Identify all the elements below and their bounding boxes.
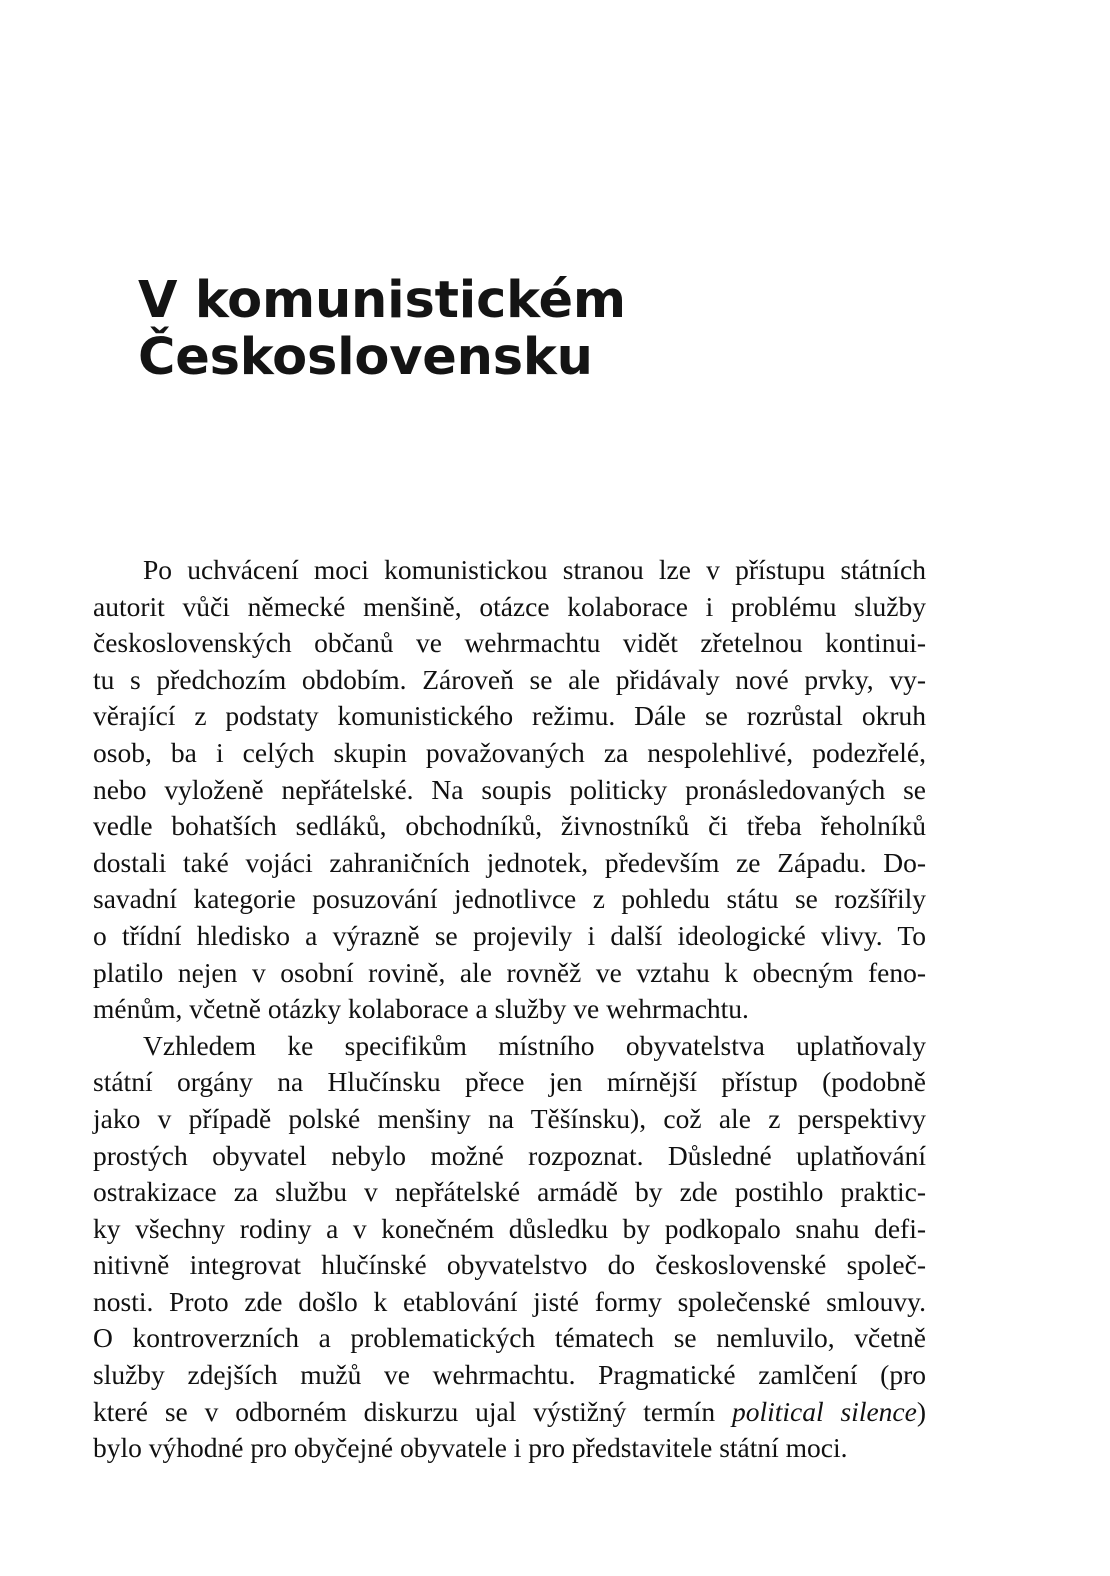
text-line: tu s předchozím obdobím. Zároveň se ale přidávaly nové prvky, vy- bbox=[93, 663, 926, 695]
text-line: dostali také vojáci zahraničních jednotek, především ze Západu. Do- bbox=[93, 846, 926, 878]
text-line: prostých obyvatel nebylo možné rozpoznat. Důsledné uplatňování bbox=[93, 1139, 926, 1171]
paragraph-1 bbox=[93, 552, 926, 1028]
text-line: bylo výhodné pro obyčejné obyvatele i pro představitele státní moci. bbox=[93, 1432, 848, 1464]
text-line: nebo vyloženě nepřátelské. Na soupis politicky pronásledovaných se bbox=[93, 773, 926, 805]
text-line: ménům, včetně otázky kolaborace a služby ve wehrmachtu. bbox=[93, 993, 749, 1025]
text-line: vedle bohatších sedláků, obchodníků, živnostníků či třeba řeholníků bbox=[93, 810, 926, 842]
text-line: savadní kategorie posuzování jednotlivce z pohledu státu se rozšířily bbox=[93, 883, 926, 915]
text-line: o třídní hledisko a výrazně se projevily i další ideologické vlivy. To bbox=[93, 919, 926, 951]
text-line-with-italic-term bbox=[93, 1394, 926, 1431]
text-line: věrající z podstaty komunistického režimu. Dále se rozrůstal okruh bbox=[93, 700, 926, 732]
body-text-column bbox=[93, 552, 926, 1467]
chapter-title-line-2: Československu bbox=[138, 328, 593, 387]
text-line: ostrakizace za službu v nepřátelské armádě by zde postihlo praktic- bbox=[93, 1176, 926, 1208]
text-line: ky všechny rodiny a v konečném důsledku by podkopalo snahu defi- bbox=[93, 1212, 926, 1244]
text-line: O kontroverzních a problematických tématech se nemluvilo, včetně bbox=[93, 1322, 926, 1354]
text-line-prefix: které se v odborném diskurzu ujal výstižný termín bbox=[93, 1395, 732, 1427]
text-line: platilo nejen v osobní rovině, ale rovněž ve vztahu k obecným feno- bbox=[93, 956, 926, 988]
text-line: nosti. Proto zde došlo k etablování jisté formy společenské smlouvy. bbox=[93, 1285, 926, 1317]
italic-term: political silence bbox=[731, 1395, 917, 1427]
chapter-title-line-1: V komunistickém bbox=[138, 271, 626, 330]
text-line: služby zdejších mužů ve wehrmachtu. Pragmatické zamlčení (pro bbox=[93, 1359, 926, 1391]
page-title bbox=[138, 272, 958, 386]
text-line: osob, ba i celých skupin považovaných za nespolehlivé, podezřelé, bbox=[93, 736, 926, 768]
text-line: nitivně integrovat hlučínské obyvatelstvo do československé společ- bbox=[93, 1249, 926, 1281]
text-line: autorit vůči německé menšině, otázce kolaborace i problému služby bbox=[93, 590, 926, 622]
paragraph-2 bbox=[93, 1028, 926, 1467]
text-line: Po uchvácení moci komunistickou stranou lze v přístupu státních bbox=[143, 554, 926, 585]
text-line: jako v případě polské menšiny na Těšínsku), což ale z perspektivy bbox=[93, 1102, 926, 1134]
text-line: československých občanů ve wehrmachtu vidět zřetelnou kontinui- bbox=[93, 627, 926, 659]
text-line-suffix: ) bbox=[916, 1395, 926, 1427]
text-line: státní orgány na Hlučínsku přece jen mírnější přístup (podobně bbox=[93, 1066, 926, 1098]
text-line: Vzhledem ke specifikům místního obyvatelstva uplatňovaly bbox=[143, 1029, 926, 1061]
